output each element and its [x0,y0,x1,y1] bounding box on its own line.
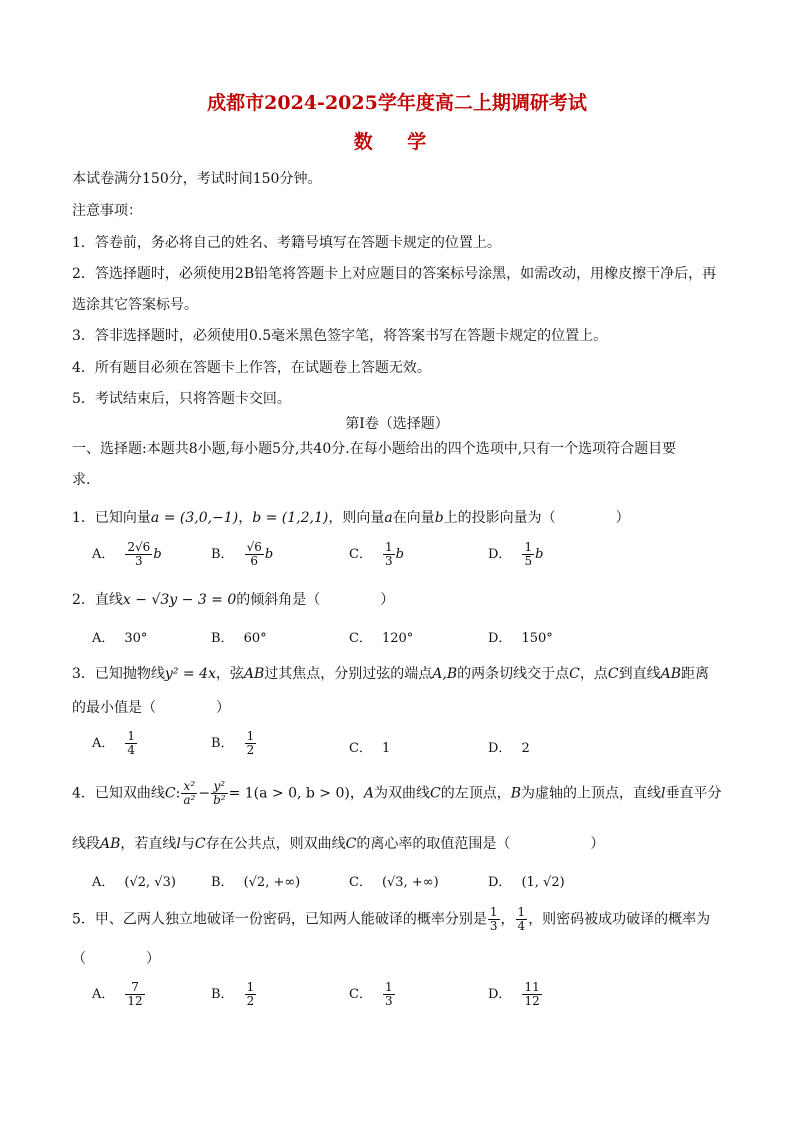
question-2-stem: 2．直线x − √3y − 3 = 0的倾斜角是（ ） [72,592,395,608]
q5-option-b[interactable]: B． $\frac{1}{2}$ [211,980,255,1008]
q3-option-c[interactable]: C． 1 [349,741,391,756]
q3-option-b[interactable]: B． $\frac{1}{2}$ [211,729,255,757]
vector-b: b = (1,2,1) [252,510,329,526]
q5-option-d[interactable]: D． $\frac{11}{12}$ [488,980,540,1008]
note-1: 1．答卷前，务必将自己的姓名、考籍号填写在答题卡规定的位置上。 [72,235,501,251]
part1-heading-cont: 求. [72,472,91,488]
q3-option-d[interactable]: D． 2 [488,741,530,756]
vector-a: a = (3,0,−1) [150,510,239,526]
q5-option-a[interactable]: A． $\frac{7}{12}$ [92,980,143,1008]
exam-title: 成都市2024-2025学年度高二上期调研考试 [207,92,587,114]
question-3-stem-cont: 的最小值是（ ） [72,700,230,716]
note-2-cont: 选涂其它答案标号。 [72,297,198,313]
section-title: 第Ⅰ卷（选择题） [345,416,449,432]
score-time: 本试卷满分150分，考试时间150分钟。 [72,171,322,187]
q1-option-a[interactable]: A． $\frac{2√6}{3}$ b [92,540,162,568]
note-4: 4．所有题目必须在答题卡上作答，在试题卷上答题无效。 [72,360,431,376]
q4-option-d[interactable]: D． (1, √2) [488,875,565,890]
q5-option-c[interactable]: C． $\frac{1}{3}$ [349,980,393,1008]
q3-option-a[interactable]: A． $\frac{1}{4}$ [92,729,136,757]
note-5: 5．考试结束后，只将答题卡交回。 [72,391,291,407]
question-1-stem: 1．已知向量a = (3,0,−1)，b = (1,2,1)，则向量a在向量b上的投影向量为（ ） [72,510,630,526]
q4-option-b[interactable]: B． (√2, +∞) [211,875,301,890]
q2-option-d[interactable]: D． 150° [488,631,553,646]
q4-option-c[interactable]: C． (√3, +∞) [349,875,439,890]
question-3-stem: 3．已知抛物线y² = 4x，弦AB过其焦点，分别过弦的端点A,B的两条切线交于点C，点C到直线AB距离 [72,666,709,682]
q2-option-a[interactable]: A． 30° [92,631,148,646]
exam-subject: 数 学 [353,131,441,153]
q1-option-c[interactable]: C． $\frac{1}{3}$ b [349,540,404,568]
note-3: 3．答非选择题时，必须使用0.5毫米黑色签字笔，将答案书写在答题卡规定的位置上。 [72,328,608,344]
question-5-stem-cont: （ ） [72,951,160,967]
q2-option-c[interactable]: C． 120° [349,631,414,646]
q1-option-b[interactable]: B． $\frac{√6}{6}$ b [211,540,274,568]
q2-option-b[interactable]: B． 60° [211,631,267,646]
question-4-stem: 4．已知双曲线C: $\frac{\text{x²}}{\text{a²}}$ − $\frac{\text{y²}}{\text{b²}}$ = 1(a > 0, b > 0)，A为双曲线C的左顶点，B为虚轴的上顶点，直线l垂直平分 [72,779,722,807]
question-4-stem-cont: 线段AB，若直线l与C存在公共点，则双曲线C的离心率的取值范围是（ ） [72,836,605,852]
question-5-stem: 5．甲、乙两人独立地破译一份密码，已知两人能破译的概率分别是 $\frac{1}{3}$ ， $\frac{1}{4}$ ，则密码被成功破译的概率为 [72,905,711,933]
q1-option-d[interactable]: D． $\frac{1}{5}$ b [488,540,544,568]
part1-heading: 一、选择题:本题共8小题,每小题5分,共40分.在每小题给出的四个选项中,只有一个选项符合题目要 [72,441,677,457]
note-2: 2．答选择题时，必须使用2B铅笔将答题卡上对应题目的答案标号涂黑，如需改动，用橡皮擦干净后，再 [72,266,717,282]
q4-option-a[interactable]: A． (√2, √3) [92,875,176,890]
notes-heading: 注意事项： [72,203,142,219]
